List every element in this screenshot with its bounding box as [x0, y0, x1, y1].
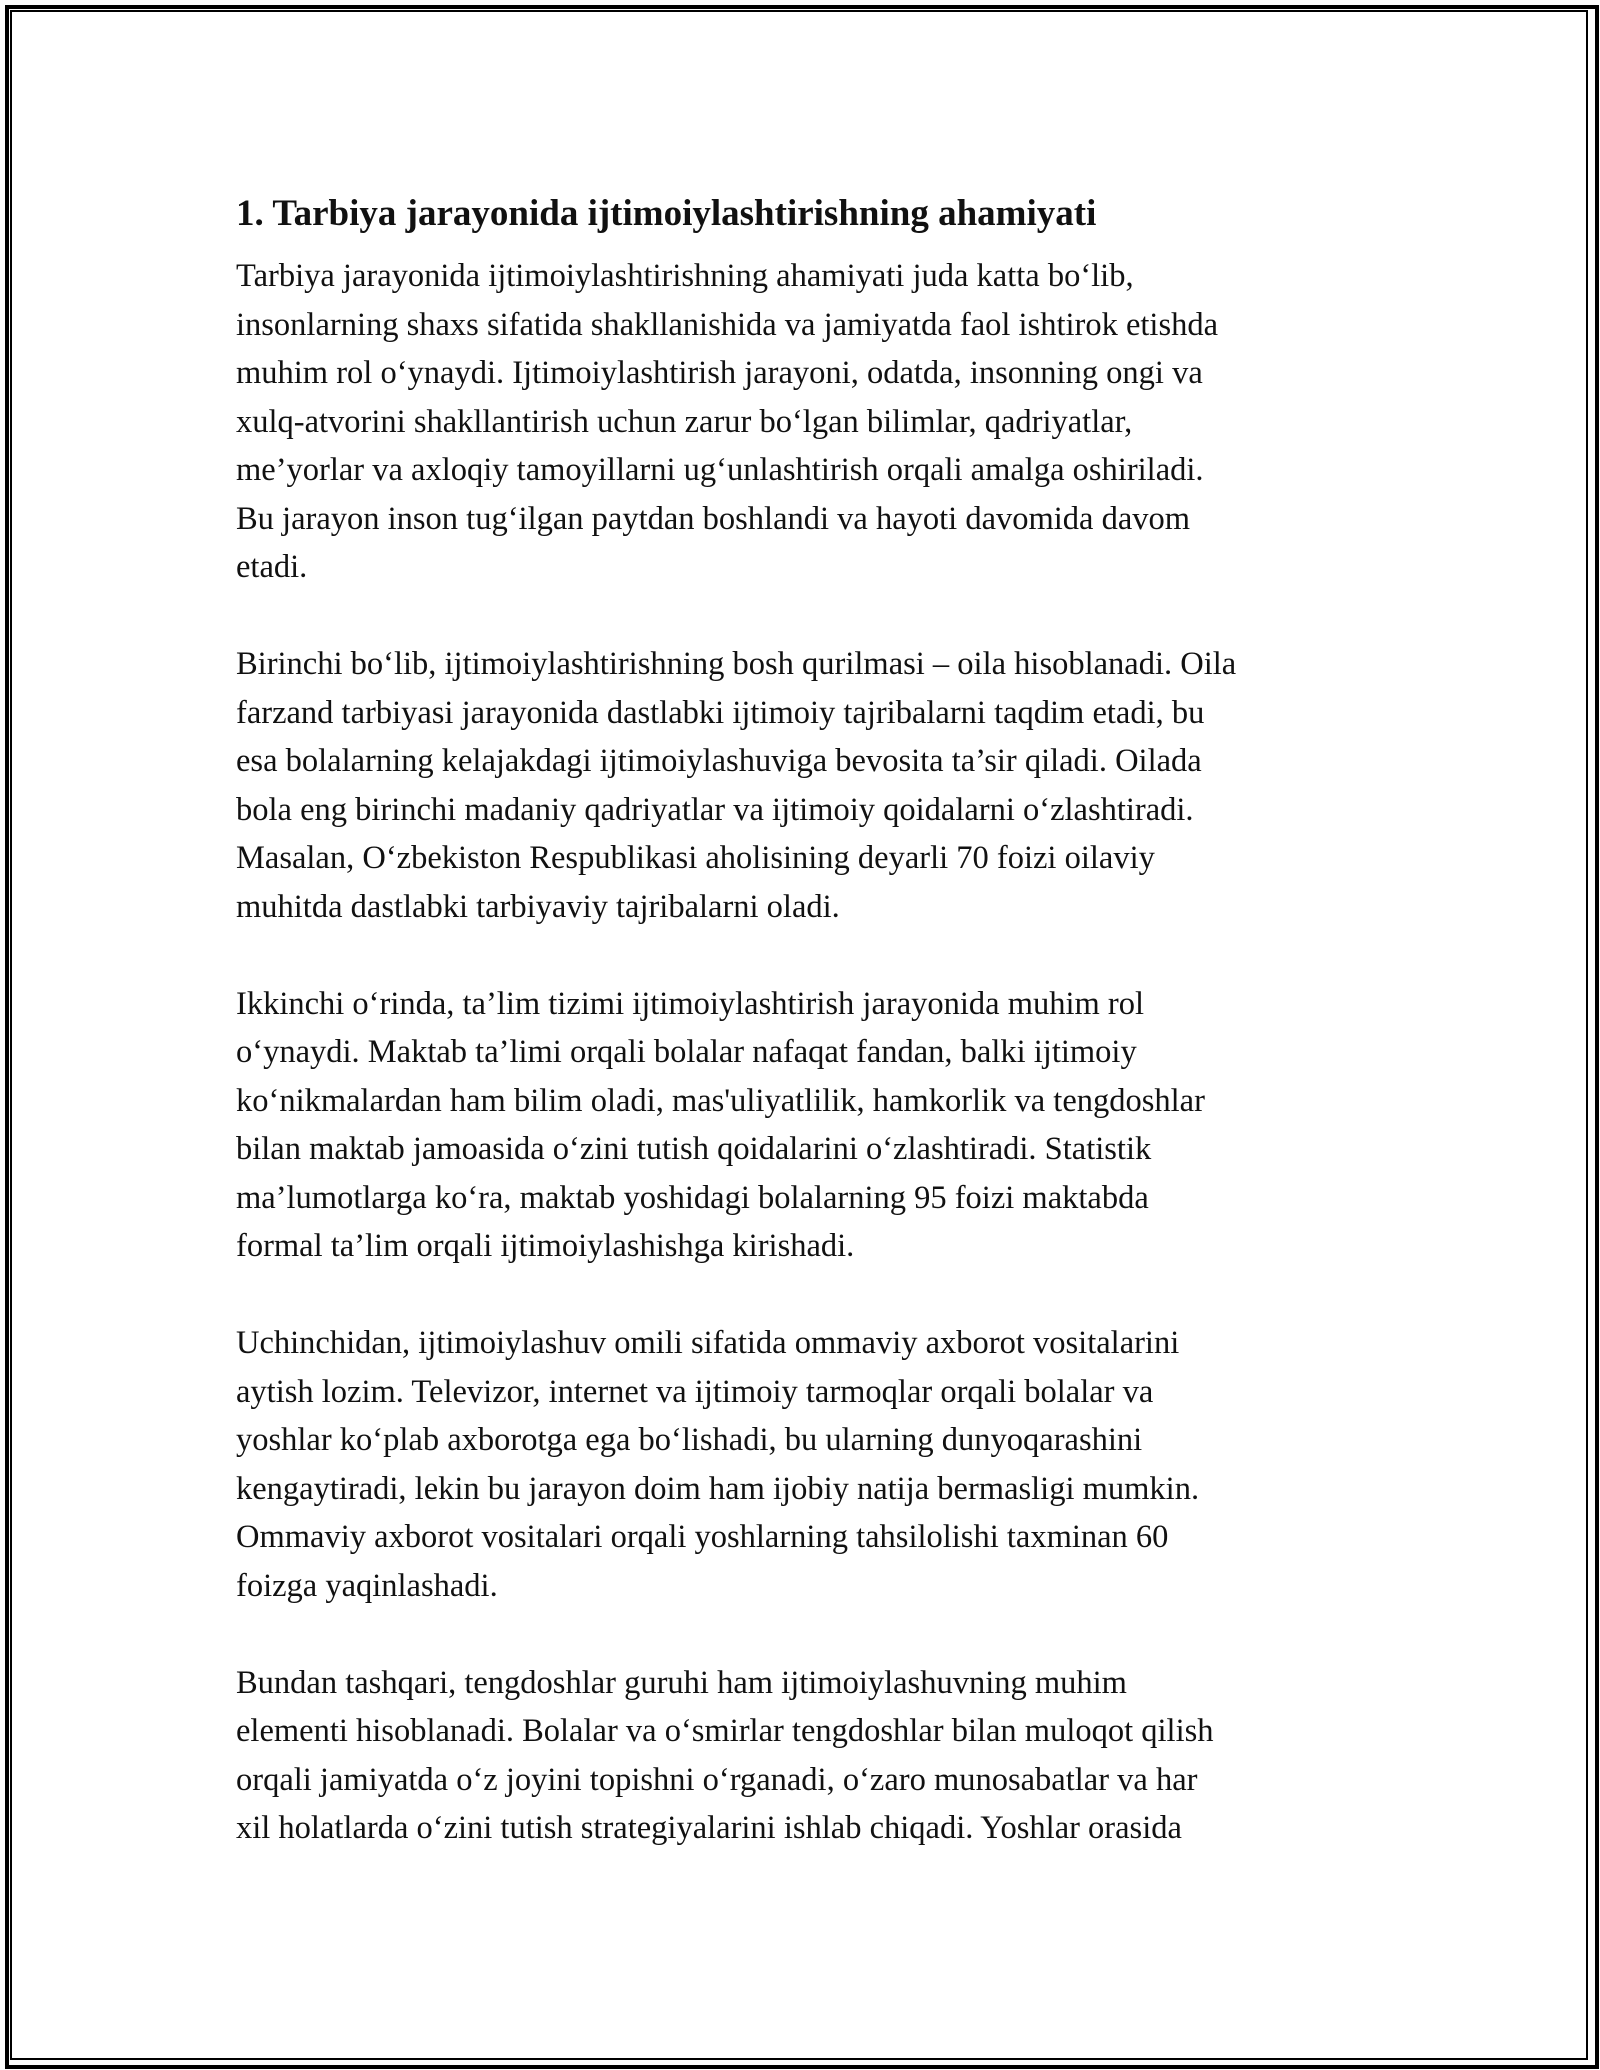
text-line: muhim rol o‘ynaydi. Ijtimoiylashtirish jarayoni, odatda, insonning ongi va	[236, 355, 1203, 391]
text-line: ma’lumotlarga ko‘ra, maktab yoshidagi bolalarning 95 foizi maktabda	[236, 1179, 1149, 1216]
paragraph	[236, 252, 1406, 592]
text-line: Uchinchidan, ijtimoiylashuv omili sifatida ommaviy axborot vositalarini	[236, 1325, 1180, 1361]
text-line: ko‘nikmalardan ham bilim oladi, mas'uliyatlilik, hamkorlik va tengdoshlar	[236, 1082, 1205, 1119]
paragraph	[236, 1319, 1406, 1610]
text-line: yoshlar ko‘plab axborotga ega bo‘lishadi, bu ularning dunyoqarashini	[236, 1422, 1143, 1458]
text-line: bilan maktab jamoasida o‘zini tutish qoidalarini o‘zlashtiradi. Statistik	[236, 1131, 1152, 1167]
text-line: insonlarning shaxs sifatida shakllanishida va jamiyatda faol ishtirok etishda	[236, 306, 1219, 343]
text-line: aytish lozim. Televizor, internet va ijtimoiy tarmoqlar orqali bolalar va	[236, 1373, 1154, 1410]
text-line: xil holatlarda o‘zini tutish strategiyalarini ishlab chiqadi. Yoshlar orasida	[236, 1810, 1182, 1846]
text-line: muhitda dastlabki tarbiyaviy tajribalarni oladi.	[236, 888, 840, 925]
text-line: farzand tarbiyasi jarayonida dastlabki ijtimoiy tajribalarni taqdim etadi, bu	[236, 694, 1205, 731]
text-line: foizga yaqinlashadi.	[236, 1567, 498, 1604]
paragraph-list	[236, 252, 1406, 1853]
text-line: o‘ynaydi. Maktab ta’limi orqali bolalar nafaqat fandan, balki ijtimoiy	[236, 1034, 1137, 1070]
text-line: Masalan, O‘zbekiston Respublikasi aholisining deyarli 70 foizi oilaviy	[236, 840, 1155, 876]
text-line: me’yorlar va axloqiy tamoyillarni ug‘unlashtirish orqali amalga oshiriladi.	[236, 452, 1204, 488]
section-heading: 1. Tarbiya jarayonida ijtimoiylashtirishning ahamiyati	[236, 193, 1097, 234]
text-line: Ommaviy axborot vositalari orqali yoshlarning tahsilolishi taxminan 60	[236, 1519, 1169, 1555]
document-body	[236, 186, 1406, 1901]
text-line: formal ta’lim orqali ijtimoiylashishga kirishadi.	[236, 1228, 855, 1264]
text-line: kengaytiradi, lekin bu jarayon doim ham ijobiy natija bermasligi mumkin.	[236, 1470, 1200, 1507]
text-line: Birinchi bo‘lib, ijtimoiylashtirishning bosh qurilmasi – oila hisoblanadi. Oila	[236, 646, 1237, 682]
text-line: Bu jarayon inson tug‘ilgan paytdan boshlandi va hayoti davomida davom	[236, 500, 1191, 537]
paragraph	[236, 1659, 1406, 1853]
paragraph	[236, 640, 1406, 931]
paragraph	[236, 980, 1406, 1271]
text-line: xulq-atvorini shakllantirish uchun zarur bo‘lgan bilimlar, qadriyatlar,	[236, 403, 1133, 440]
text-line: Tarbiya jarayonida ijtimoiylashtirishning ahamiyati juda katta bo‘lib,	[236, 258, 1134, 294]
text-line: bola eng birinchi madaniy qadriyatlar va ijtimoiy qoidalarni o‘zlashtiradi.	[236, 791, 1194, 828]
text-line: esa bolalarning kelajakdagi ijtimoiylashuviga bevosita ta’sir qiladi. Oilada	[236, 743, 1202, 779]
text-line: etadi.	[236, 549, 308, 585]
text-line: elementi hisoblanadi. Bolalar va o‘smirlar tengdoshlar bilan muloqot qilish	[236, 1713, 1214, 1749]
text-line: Bundan tashqari, tengdoshlar guruhi ham ijtimoiylashuvning muhim	[236, 1664, 1127, 1701]
text-line: Ikkinchi o‘rinda, ta’lim tizimi ijtimoiylashtirish jarayonida muhim rol	[236, 985, 1145, 1022]
text-line: orqali jamiyatda o‘z joyini topishni o‘rganadi, o‘zaro munosabatlar va har	[236, 1761, 1198, 1798]
